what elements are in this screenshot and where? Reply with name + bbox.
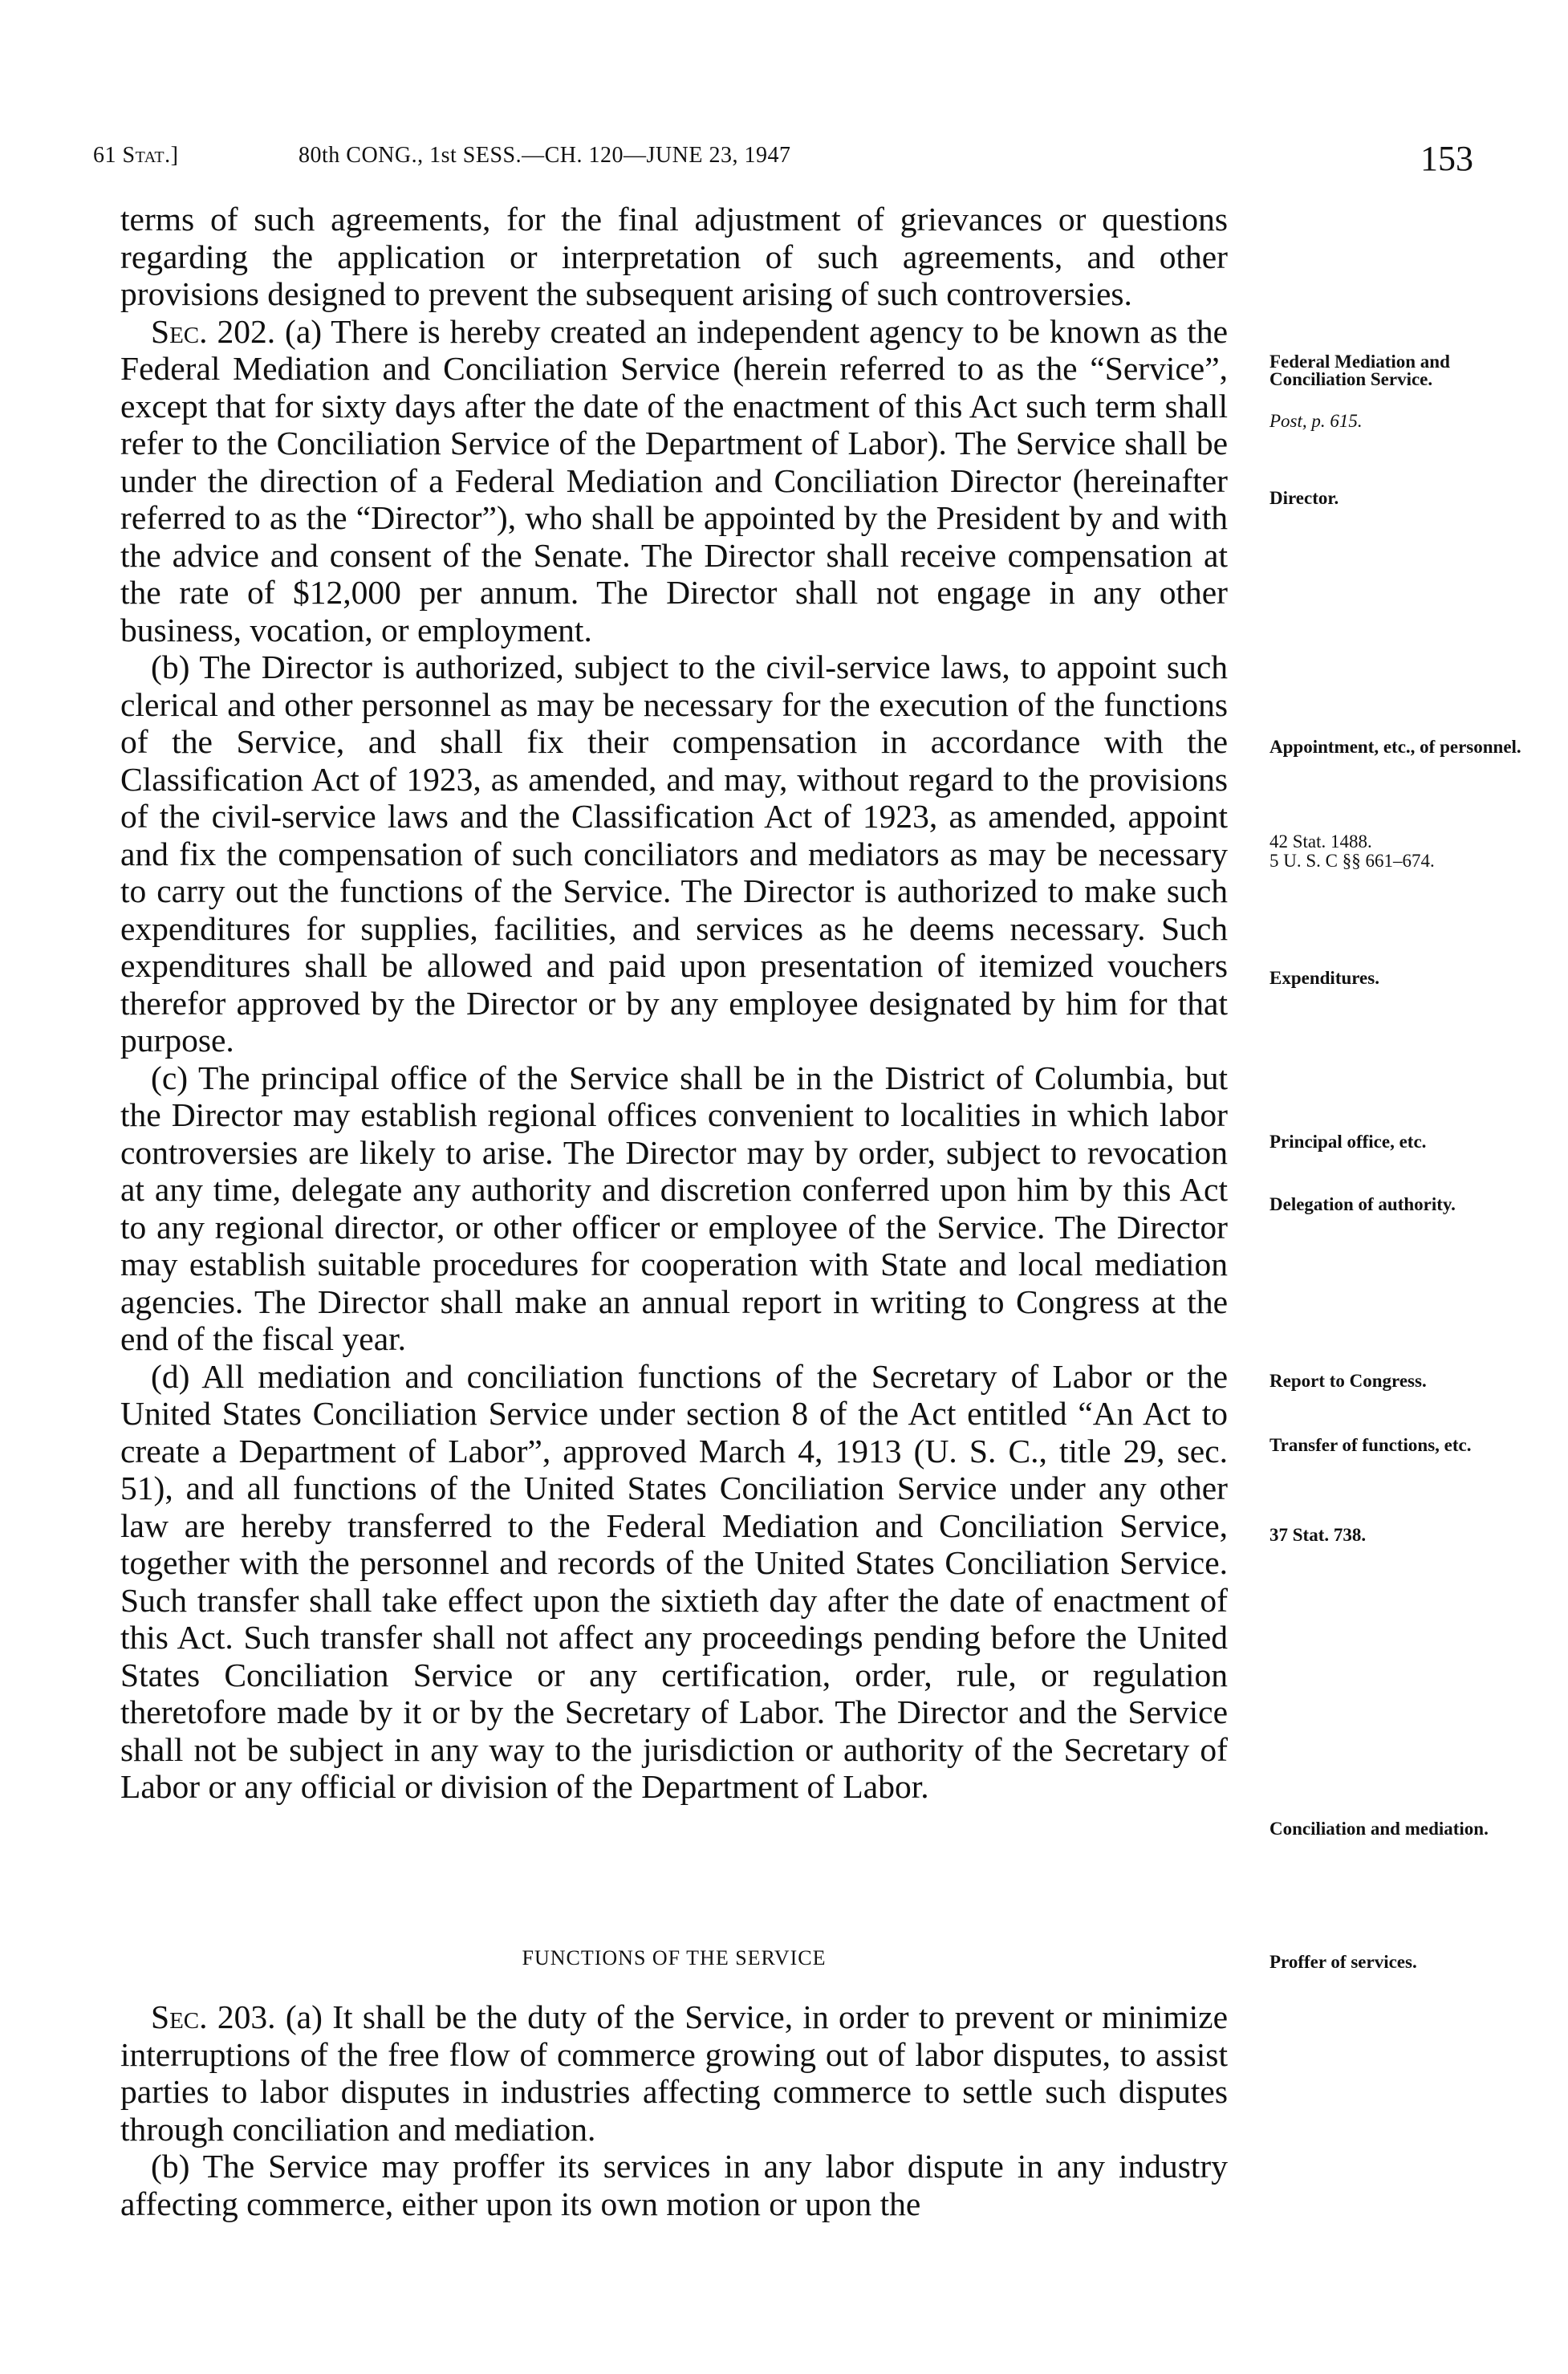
session-citation: 80th CONG., 1st SESS.—CH. 120—JUNE 23, 1947 xyxy=(299,143,791,168)
margin-note-stat-reference-3: 37 Stat. 738. xyxy=(1269,1525,1367,1545)
paragraph-text: 203. (a) It shall be the duty of the Service, in order to prevent or minimize interruptions of the free flow of commerce growing out of labor disputes, to assist parties to labor disputes in industries affecting commerce to settle such disputes through conciliation and mediation. xyxy=(120,1998,1228,2148)
paragraph-sec-202-c: (c) The principal office of the Service shall be in the District of Columbia, but the Director may establish regional offices convenient to localities in which labor controversies are likely to arise. The Director may by order, subject to revocation at any time, delegate any authority and discretion conferred upon him by this Act to any regional director, or other officer or employee of the Service. The Director may establish suitable procedures for cooperation with State and local mediation agencies. The Director shall make an annual report in writing to Congress at the end of the fiscal year. xyxy=(120,1059,1228,1357)
page-header xyxy=(93,138,1473,183)
section-heading: FUNCTIONS OF THE SERVICE xyxy=(522,1946,827,1970)
margin-note-federal-mediation: Federal Mediation and Conciliation Service. xyxy=(1269,352,1450,389)
paragraph-sec-202-a xyxy=(120,313,1228,649)
margin-note-principal-office: Principal office, etc. xyxy=(1269,1132,1427,1152)
margin-note-director: Director. xyxy=(1269,488,1339,508)
section-heading-wrap xyxy=(120,1946,1228,1970)
paragraph-text: 202. (a) There is hereby created an independent agency to be known as the Federal Mediation and Conciliation Service (herein referred to as the “Service”, except that for sixty days after the date of the enactment of this Act such term shall refer to the Conciliation Service of the Department of Labor). The Service shall be under the direction of a Federal Mediation and Conciliation Director (hereinafter referred to as the “Director”), who shall be appointed by the President by and with the advice and consent of the Senate. The Director shall receive compensation at the rate of $12,000 per annum. The Director shall not engage in any other business, vocation, or employment. xyxy=(120,312,1228,648)
margin-note-expenditures: Expenditures. xyxy=(1269,968,1379,988)
margin-note-conciliation: Conciliation and mediation. xyxy=(1269,1819,1489,1839)
paragraph-continued: terms of such agreements, for the final adjustment of grievances or questions regarding the application or interpretation of such agreements, and other provisions designed to prevent the subsequent arising of such controversies. xyxy=(120,201,1228,312)
text-block-1 xyxy=(120,201,1228,1806)
volume-citation: 61 Stat.] xyxy=(93,143,179,168)
margin-note-stat-reference-1: 42 Stat. 1488. xyxy=(1269,831,1372,852)
margin-note-report: Report to Congress. xyxy=(1269,1371,1427,1391)
margin-note-appointment: Appointment, etc., of personnel. xyxy=(1269,737,1521,757)
margin-note-delegation: Delegation of authority. xyxy=(1269,1194,1456,1214)
margin-note-proffer: Proffer of services. xyxy=(1269,1952,1417,1972)
section-label: Sec. xyxy=(151,312,208,350)
paragraph-sec-203-a xyxy=(120,1998,1228,2148)
section-label: Sec. xyxy=(151,1998,208,2035)
margin-note-stat-reference-2: 5 U. S. C §§ 661–674. xyxy=(1269,851,1435,871)
margin-note-transfer: Transfer of functions, etc. xyxy=(1269,1435,1472,1455)
paragraph-sec-203-b: (b) The Service may proffer its services in any labor dispute in any industry affecting commerce, either upon its own motion or upon the xyxy=(120,2148,1228,2222)
margin-note-post-reference: Post, p. 615. xyxy=(1269,411,1363,431)
page-number: 153 xyxy=(1420,139,1473,178)
text-block-2 xyxy=(120,1998,1228,2222)
paragraph-sec-202-b: (b) The Director is authorized, subject to the civil-service laws, to appoint such clerical and other personnel as may be necessary for the execution of the functions of the Service, and shall fix their compensation in accordance with the Classification Act of 1923, as amended, and may, without regard to the provisions of the civil-service laws and the Classification Act of 1923, as amended, appoint and fix the compensation of such conciliators and mediators as may be necessary to carry out the functions of the Service. The Director is authorized to make such expenditures for supplies, facilities, and services as he deems necessary. Such expenditures shall be allowed and paid upon presentation of itemized vouchers therefor approved by the Director or by any employee designated by him for that purpose. xyxy=(120,648,1228,1059)
paragraph-sec-202-d: (d) All mediation and conciliation functions of the Secretary of Labor or the United States Conciliation Service under section 8 of the Act entitled “An Act to create a Department of Labor”, approved March 4, 1913 (U. S. C., title 29, sec. 51), and all functions of the United States Conciliation Service under any other law are hereby transferred to the Federal Mediation and Conciliation Service, together with the personnel and records of the United States Conciliation Service. Such transfer shall take effect upon the sixtieth day after the date of enactment of this Act. Such transfer shall not affect any proceedings pending before the United States Conciliation Service or any certification, order, rule, or regulation theretofore made by it or by the Secretary of Labor. The Director and the Service shall not be subject in any way to the jurisdiction or authority of the Secretary of Labor or any official or division of the Department of Labor. xyxy=(120,1357,1228,1805)
